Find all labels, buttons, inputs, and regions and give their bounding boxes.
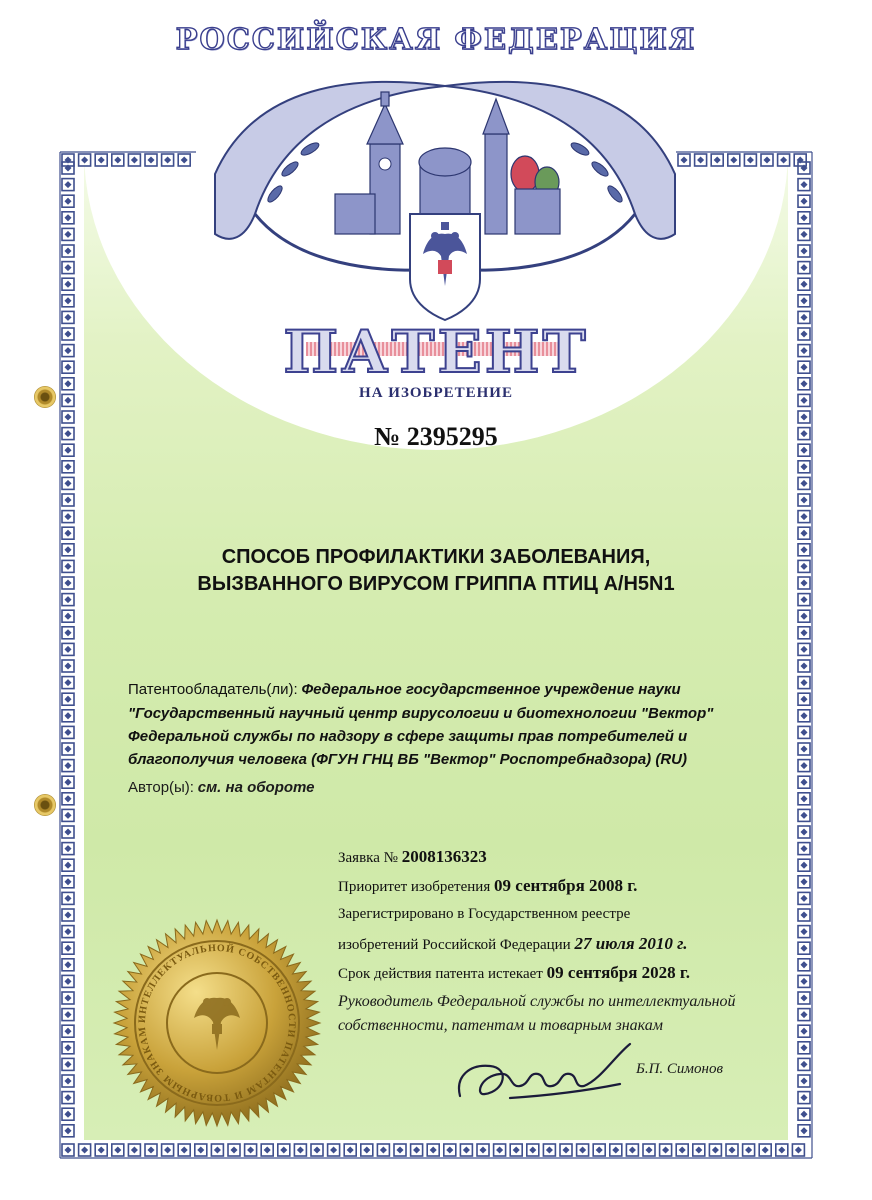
invention-title-line2: ВЫЗВАННОГО ВИРУСОМ ГРИППА ПТИЦ A/H5N1 <box>197 573 675 595</box>
invention-title <box>120 544 752 598</box>
binding-hole-top <box>34 386 56 408</box>
handwritten-signature <box>450 1036 640 1108</box>
patent-holder-block <box>128 678 788 771</box>
holder-line2: "Государственный научный центр вирусологии и биотехнологии "Вектор" <box>128 705 714 722</box>
holder-line4: благополучия человека (ФГУН ГНЦ ВБ "Вектор" Роспотребнадзора) (RU) <box>128 751 687 768</box>
signatory-title-line1: Руководитель Федеральной службы по интеллектуальной <box>338 993 736 1010</box>
registered-label-line1: Зарегистрировано в Государственном реестре <box>338 906 631 922</box>
author-label: Автор(ы): <box>128 779 194 796</box>
signatory-title <box>338 990 808 1038</box>
seal-inscription: ИНТЕЛЛЕКТУАЛЬНОЙ СОБСТВЕННОСТИ ПАТЕНТАМ И ТОВАРНЫМ ЗНАКАМ <box>136 942 298 1104</box>
expiry-date: 09 сентября 2028 г. <box>546 963 690 982</box>
signatory-name: Б.П. Симонов <box>636 1061 723 1077</box>
registered-date: 27 июля 2010 г. <box>574 934 688 953</box>
invention-title-line1: СПОСОБ ПРОФИЛАКТИКИ ЗАБОЛЕВАНИЯ, <box>221 546 651 568</box>
holder-line1: Федеральное государственное учреждение науки <box>301 681 681 698</box>
expiry-row <box>338 958 788 987</box>
registered-row-2 <box>338 929 788 958</box>
gold-seal <box>112 918 322 1128</box>
kremlin-emblem-illustration <box>195 64 695 324</box>
author-block <box>128 779 728 797</box>
holder-label: Патентообладатель(ли): <box>128 681 298 698</box>
country-name: РОССИЙСКАЯ ФЕДЕРАЦИЯ <box>175 22 697 56</box>
binding-hole-bottom <box>34 794 56 816</box>
application-number: 2008136323 <box>401 847 487 866</box>
registration-block <box>338 842 788 987</box>
application-label: Заявка № <box>338 850 398 866</box>
priority-label: Приоритет изобретения <box>338 879 491 895</box>
signatory-title-line2: собственности, патентам и товарным знакам <box>338 1017 663 1034</box>
application-row <box>338 842 788 871</box>
priority-date: 09 сентября 2008 г. <box>493 876 638 895</box>
expiry-label: Срок действия патента истекает <box>338 966 543 982</box>
registered-label-line2: изобретений Российской Федерации <box>338 937 571 953</box>
priority-row <box>338 871 788 900</box>
patent-number: № 2395295 <box>374 422 498 451</box>
author-value: см. на обороте <box>197 779 315 796</box>
holder-line3: Федеральной службы по надзору в сфере защиты прав потребителей и <box>128 728 688 745</box>
document-subtype: НА ИЗОБРЕТЕНИЕ <box>359 385 513 401</box>
registered-row-1 <box>338 900 788 929</box>
document-type-title: ПАТЕНТ <box>283 318 589 386</box>
